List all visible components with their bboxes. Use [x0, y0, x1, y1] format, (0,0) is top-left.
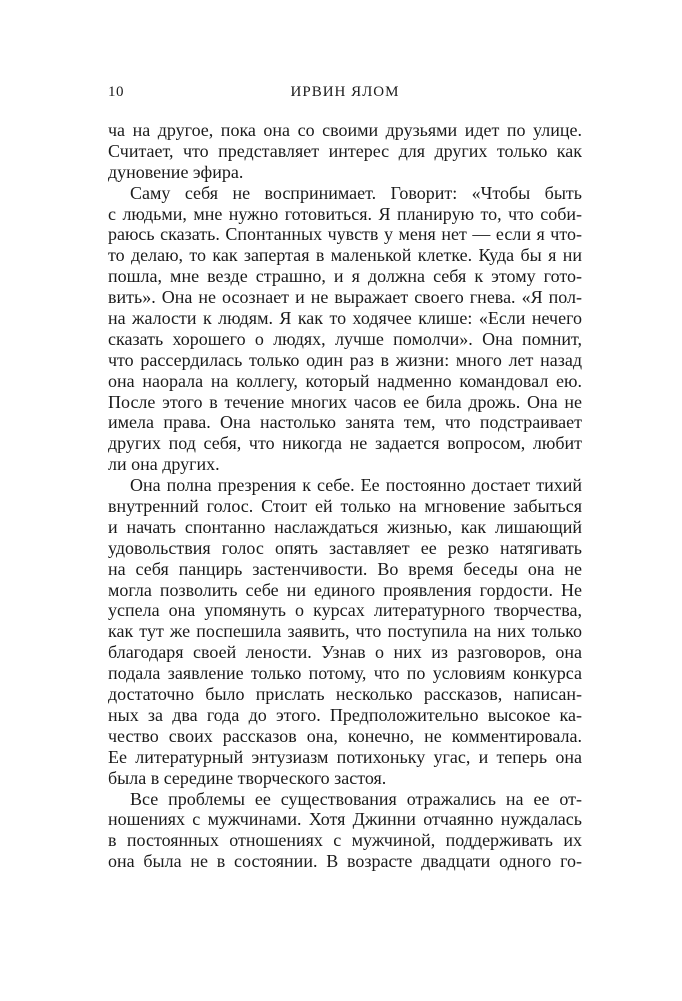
- text-line: в постоянных отношениях с мужчиной, поддерживать их: [108, 830, 582, 851]
- text-line: то делаю, то как запертая в маленькой клетке. Куда бы я ни: [108, 245, 582, 266]
- text-line: пошла, мне везде страшно, и я должна себя к этому гото-: [108, 266, 582, 287]
- text-line: как тут же поспешила заявить, что поступила на них только: [108, 621, 582, 642]
- text-line: чество своих рассказов она, конечно, не комментировала.: [108, 725, 582, 746]
- text-line: достаточно было прислать несколько рассказов, написан-: [108, 684, 582, 705]
- text-line: благодаря своей лености. Узнав о них из разговоров, она: [108, 642, 582, 663]
- text-line: что рассердилась только один раз в жизни: много лет назад: [108, 349, 582, 370]
- text-line: Саму себя не воспринимает. Говорит: «Чтобы быть: [130, 182, 582, 203]
- text-line: вить». Она не осознает и не выражает своего гнева. «Я пол-: [108, 287, 582, 308]
- text-line: подала заявление только потому, что по условиям конкурса: [108, 663, 582, 684]
- text-line: ли она других.: [108, 454, 220, 475]
- text-line: ных за два года до этого. Предположительно высокое ка-: [108, 704, 582, 725]
- page-header: [108, 84, 582, 106]
- text-line: Ее литературный энтузиазм потихоньку угас, и теперь она: [108, 746, 582, 767]
- text-line: После этого в течение многих часов ее била дрожь. Она не: [108, 391, 582, 412]
- text-line: была в середине творческого застоя.: [108, 767, 387, 788]
- text-line: она наорала на коллегу, который надменно командовал ею.: [108, 370, 582, 391]
- text-line: раюсь сказать. Спонтанных чувств у меня нет — если я что-: [108, 224, 582, 245]
- text-line: ча на другое, пока она со своими друзьями идет по улице.: [108, 120, 582, 140]
- text-line: ношениях с мужчинами. Хотя Джинни отчаянно нуждалась: [108, 809, 582, 830]
- text-line: Считает, что представляет интерес для других только как: [108, 140, 582, 161]
- text-line: она была не в состоянии. В возрасте двадцати одного го-: [108, 851, 582, 872]
- page-number: 10: [108, 84, 124, 100]
- text-line: других под себя, что никогда не задается вопросом, любит: [108, 433, 582, 454]
- text-line: дуновение эфира.: [108, 161, 244, 182]
- paragraph: [108, 120, 582, 183]
- running-title: ИРВИН ЯЛОМ: [290, 84, 400, 100]
- text-line: могла позволить себе ни единого проявления гордости. Не: [108, 579, 582, 600]
- text-line: сказать хорошего о людях, лучше помолчи». Она помнит,: [108, 328, 582, 349]
- page-body-text: [108, 120, 582, 872]
- text-line: на жалости к людям. Я как то ходячее клише: «Если нечего: [108, 308, 582, 329]
- text-line: и начать спонтанно наслаждаться жизнью, как лишающий: [108, 516, 582, 537]
- text-line: внутренний голос. Стоит ей только на мгновение забыться: [108, 496, 582, 517]
- paragraph: [108, 183, 582, 475]
- text-line: на себя панцирь застенчивости. Во время беседы она не: [108, 558, 582, 579]
- paragraph: [108, 475, 582, 788]
- text-line: имела права. Она настолько занята тем, что подстраивает: [108, 412, 582, 433]
- text-line: удовольствия голос опять заставляет ее резко натягивать: [108, 537, 582, 558]
- text-line: успела она упомянуть о курсах литературного творчества,: [108, 600, 582, 621]
- text-line: с людьми, мне нужно готовиться. Я планирую то, что соби-: [108, 203, 582, 224]
- text-line: Все проблемы ее существования отражались на ее от-: [130, 788, 582, 809]
- paragraph: [108, 789, 582, 873]
- text-line: Она полна презрения к себе. Ее постоянно достает тихий: [130, 475, 582, 496]
